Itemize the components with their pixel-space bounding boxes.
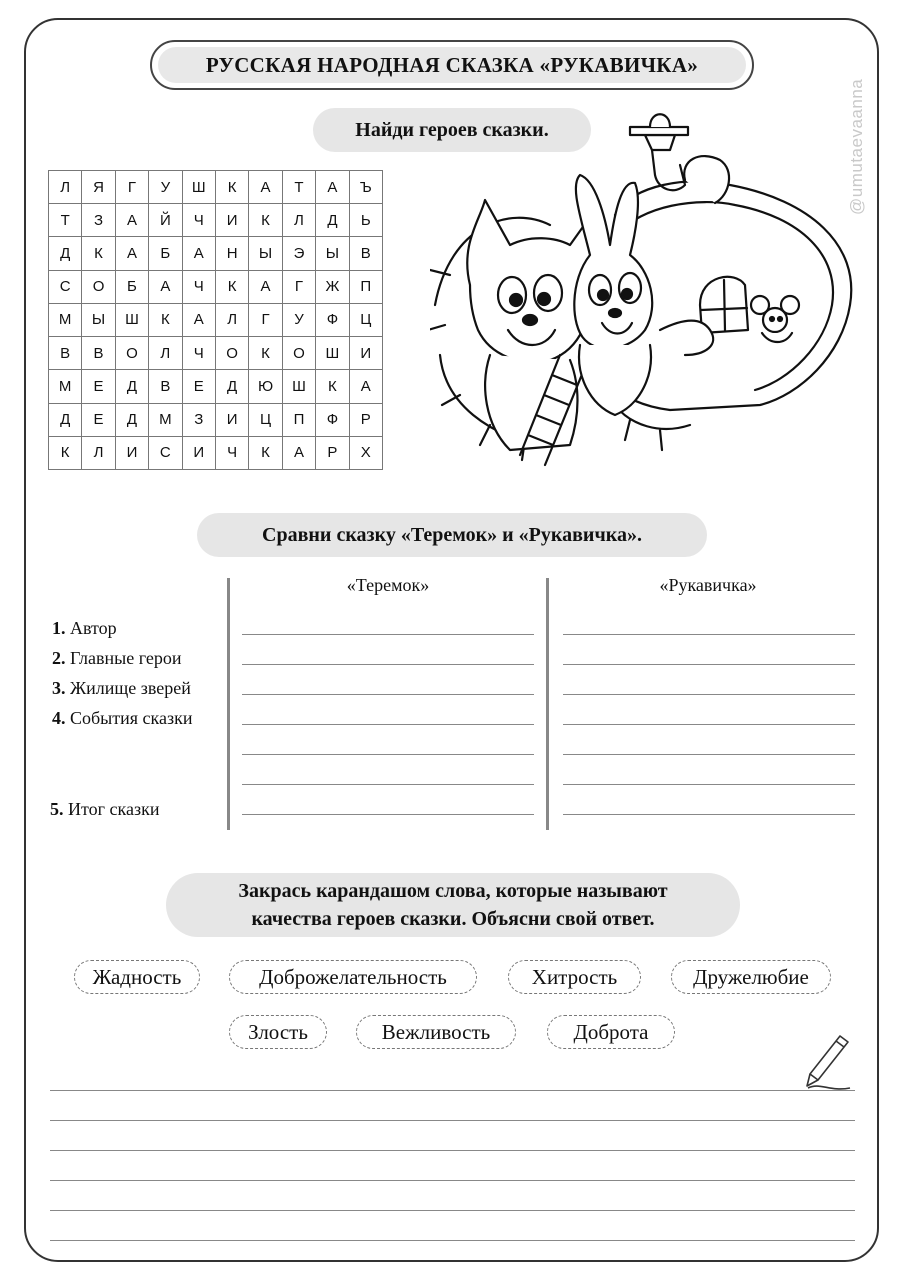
grid-cell[interactable]: И: [349, 337, 382, 370]
grid-cell[interactable]: Г: [115, 171, 148, 204]
answer-line[interactable]: [242, 754, 534, 755]
grid-cell[interactable]: Ю: [249, 370, 283, 403]
grid-cell[interactable]: А: [115, 204, 148, 237]
writing-line[interactable]: [50, 1150, 855, 1151]
row-animals-home: 3. Жилище зверей: [52, 678, 191, 698]
grid-cell[interactable]: И: [182, 436, 215, 469]
grid-row: [49, 303, 383, 336]
find-heroes-heading: Найди героев сказки.: [313, 108, 591, 152]
main-title-text: РУССКАЯ НАРОДНАЯ СКАЗКА «РУКАВИЧКА»: [205, 52, 699, 77]
grid-cell[interactable]: Ш: [282, 370, 315, 403]
grid-cell[interactable]: Ц: [249, 403, 283, 436]
grid-cell[interactable]: Р: [316, 436, 349, 469]
grid-cell[interactable]: К: [215, 171, 248, 204]
writing-line[interactable]: [50, 1210, 855, 1211]
grid-cell[interactable]: Ъ: [349, 171, 382, 204]
grid-cell[interactable]: Б: [149, 237, 182, 270]
grid-row: [49, 337, 383, 370]
word-benevolence[interactable]: Доброжелательность: [229, 960, 477, 994]
grid-cell[interactable]: К: [249, 436, 283, 469]
answer-line[interactable]: [563, 724, 855, 725]
grid-row: [49, 204, 383, 237]
grid-cell[interactable]: Ы: [82, 303, 115, 336]
grid-cell[interactable]: А: [349, 370, 382, 403]
fox-hare-mitten-illustration: [430, 105, 860, 485]
grid-cell[interactable]: А: [182, 237, 215, 270]
answer-line[interactable]: [563, 814, 855, 815]
color-words-heading: Закрась карандашом слова, которые называют качества героев сказки. Объясни свой ответ.: [166, 873, 740, 937]
grid-cell[interactable]: Д: [215, 370, 248, 403]
grid-cell[interactable]: Ш: [115, 303, 148, 336]
grid-cell[interactable]: Ч: [215, 436, 248, 469]
grid-cell[interactable]: А: [316, 171, 349, 204]
answer-line[interactable]: [563, 664, 855, 665]
grid-cell[interactable]: О: [215, 337, 248, 370]
grid-cell[interactable]: М: [149, 403, 182, 436]
watermark: @umutaevaanna: [847, 78, 866, 216]
grid-cell[interactable]: О: [282, 337, 315, 370]
column-divider-left: [227, 578, 230, 830]
grid-row: [49, 403, 383, 436]
grid-cell[interactable]: К: [316, 370, 349, 403]
grid-cell[interactable]: Д: [316, 204, 349, 237]
grid-cell[interactable]: Е: [82, 370, 115, 403]
grid-row: [49, 237, 383, 270]
row-events: 4. События сказки: [52, 708, 193, 728]
grid-cell[interactable]: Г: [249, 303, 283, 336]
grid-cell[interactable]: Р: [349, 403, 382, 436]
answer-line[interactable]: [563, 694, 855, 695]
word-politeness[interactable]: Вежливость: [356, 1015, 516, 1049]
grid-row: [49, 171, 383, 204]
grid-cell[interactable]: Х: [349, 436, 382, 469]
grid-cell[interactable]: И: [115, 436, 148, 469]
pencil-icon: [800, 1032, 855, 1094]
grid-cell[interactable]: Ш: [316, 337, 349, 370]
word-cunning[interactable]: Хитрость: [508, 960, 641, 994]
grid-cell[interactable]: Ч: [182, 270, 215, 303]
compare-heading: Сравни сказку «Теремок» и «Рукавичка».: [197, 513, 707, 557]
grid-row: [49, 370, 383, 403]
grid-cell[interactable]: Е: [82, 403, 115, 436]
grid-cell[interactable]: К: [215, 270, 248, 303]
grid-cell[interactable]: В: [349, 237, 382, 270]
grid-cell[interactable]: Л: [49, 171, 82, 204]
grid-cell[interactable]: Ж: [316, 270, 349, 303]
writing-line[interactable]: [50, 1120, 855, 1121]
grid-cell[interactable]: У: [149, 171, 182, 204]
grid-cell[interactable]: А: [182, 303, 215, 336]
answer-line[interactable]: [242, 634, 534, 635]
grid-cell[interactable]: К: [249, 204, 283, 237]
writing-line[interactable]: [50, 1240, 855, 1241]
grid-cell[interactable]: С: [149, 436, 182, 469]
grid-cell[interactable]: Д: [49, 237, 82, 270]
answer-line[interactable]: [563, 784, 855, 785]
grid-cell[interactable]: Ф: [316, 303, 349, 336]
grid-row: [49, 436, 383, 469]
grid-cell[interactable]: Ь: [349, 204, 382, 237]
grid-cell[interactable]: Л: [82, 436, 115, 469]
word-search-grid: [48, 170, 383, 470]
grid-cell[interactable]: Г: [282, 270, 315, 303]
grid-cell[interactable]: И: [215, 403, 248, 436]
grid-cell[interactable]: Д: [49, 403, 82, 436]
answer-line[interactable]: [563, 754, 855, 755]
word-kindness[interactable]: Доброта: [547, 1015, 675, 1049]
answer-line[interactable]: [242, 784, 534, 785]
answer-line[interactable]: [242, 814, 534, 815]
grid-cell[interactable]: К: [249, 337, 283, 370]
grid-cell[interactable]: Н: [215, 237, 248, 270]
grid-cell[interactable]: Ч: [182, 337, 215, 370]
grid-cell[interactable]: Т: [282, 171, 315, 204]
grid-cell[interactable]: А: [149, 270, 182, 303]
answer-line[interactable]: [242, 664, 534, 665]
grid-cell[interactable]: С: [49, 270, 82, 303]
grid-cell[interactable]: Ф: [316, 403, 349, 436]
grid-cell[interactable]: Л: [215, 303, 248, 336]
grid-cell[interactable]: Й: [149, 204, 182, 237]
grid-cell[interactable]: З: [82, 204, 115, 237]
grid-cell[interactable]: Б: [115, 270, 148, 303]
grid-cell[interactable]: Ы: [249, 237, 283, 270]
grid-cell[interactable]: К: [149, 303, 182, 336]
grid-cell[interactable]: У: [282, 303, 315, 336]
word-greed[interactable]: Жадность: [74, 960, 200, 994]
grid-cell[interactable]: П: [349, 270, 382, 303]
grid-cell[interactable]: А: [249, 171, 283, 204]
row-outcome: 5. Итог сказки: [50, 799, 160, 819]
grid-cell[interactable]: К: [82, 237, 115, 270]
word-friendliness[interactable]: Дружелюбие: [671, 960, 831, 994]
grid-cell[interactable]: Л: [149, 337, 182, 370]
grid-cell[interactable]: И: [215, 204, 248, 237]
grid-cell[interactable]: А: [249, 270, 283, 303]
grid-cell[interactable]: Э: [282, 237, 315, 270]
writing-line[interactable]: [50, 1090, 855, 1091]
grid-cell[interactable]: Л: [282, 204, 315, 237]
main-title: [150, 40, 754, 90]
grid-cell[interactable]: Е: [182, 370, 215, 403]
grid-row: [49, 270, 383, 303]
grid-cell[interactable]: Ш: [182, 171, 215, 204]
answer-line[interactable]: [242, 724, 534, 725]
grid-cell[interactable]: А: [282, 436, 315, 469]
grid-cell[interactable]: Т: [49, 204, 82, 237]
grid-cell[interactable]: Ц: [349, 303, 382, 336]
grid-cell[interactable]: Ч: [182, 204, 215, 237]
grid-cell[interactable]: Д: [115, 370, 148, 403]
writing-line[interactable]: [50, 1180, 855, 1181]
teremok-column-header: «Теремок»: [346, 575, 430, 595]
grid-cell[interactable]: М: [49, 303, 82, 336]
column-divider-right: [546, 578, 549, 830]
rukavichka-column-header: «Рукавичка»: [659, 575, 757, 595]
answer-line[interactable]: [563, 634, 855, 635]
grid-cell[interactable]: З: [182, 403, 215, 436]
grid-cell[interactable]: Я: [82, 171, 115, 204]
grid-cell[interactable]: К: [49, 436, 82, 469]
grid-cell[interactable]: Ы: [316, 237, 349, 270]
row-main-heroes: 2. Главные герои: [52, 648, 182, 668]
grid-cell[interactable]: О: [115, 337, 148, 370]
grid-cell[interactable]: П: [282, 403, 315, 436]
grid-cell[interactable]: В: [82, 337, 115, 370]
grid-cell[interactable]: В: [49, 337, 82, 370]
grid-cell[interactable]: В: [149, 370, 182, 403]
grid-cell[interactable]: О: [82, 270, 115, 303]
grid-cell[interactable]: М: [49, 370, 82, 403]
row-author: 1. Автор: [52, 618, 117, 638]
grid-cell[interactable]: А: [115, 237, 148, 270]
answer-line[interactable]: [242, 694, 534, 695]
word-anger[interactable]: Злость: [229, 1015, 327, 1049]
grid-cell[interactable]: Д: [115, 403, 148, 436]
